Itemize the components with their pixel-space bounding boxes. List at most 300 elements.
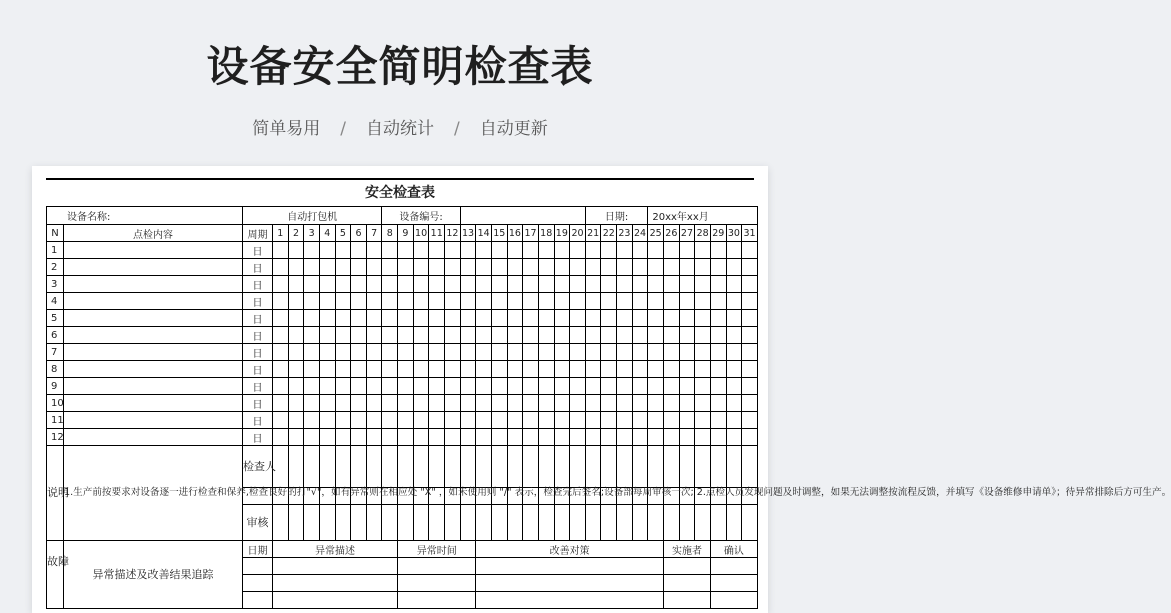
check-mark-cell[interactable] — [460, 327, 476, 344]
check-mark-cell[interactable] — [319, 412, 335, 429]
check-mark-cell[interactable] — [460, 395, 476, 412]
check-mark-cell[interactable] — [632, 293, 648, 310]
check-mark-cell[interactable] — [710, 395, 726, 412]
check-mark-cell[interactable] — [273, 259, 289, 276]
check-mark-cell[interactable] — [335, 361, 351, 378]
check-mark-cell[interactable] — [523, 412, 539, 429]
check-mark-cell[interactable] — [601, 361, 617, 378]
check-mark-cell[interactable] — [304, 327, 320, 344]
check-mark-cell[interactable] — [601, 327, 617, 344]
check-mark-cell[interactable] — [523, 429, 539, 446]
fault-data-cell[interactable] — [273, 592, 398, 609]
check-mark-cell[interactable] — [679, 293, 695, 310]
check-mark-cell[interactable] — [710, 310, 726, 327]
inspector-sign-cell[interactable] — [679, 446, 695, 488]
reviewer-sign-cell[interactable] — [538, 505, 554, 541]
check-mark-cell[interactable] — [382, 395, 398, 412]
check-mark-cell[interactable] — [460, 344, 476, 361]
reviewer-sign-cell[interactable] — [664, 505, 680, 541]
reviewer-sign-cell[interactable] — [398, 505, 414, 541]
check-mark-cell[interactable] — [648, 378, 664, 395]
reviewer-sign-cell[interactable] — [319, 505, 335, 541]
check-mark-cell[interactable] — [351, 395, 367, 412]
check-mark-cell[interactable] — [491, 276, 507, 293]
reviewer-sign-cell[interactable] — [382, 505, 398, 541]
check-mark-cell[interactable] — [632, 242, 648, 259]
check-mark-cell[interactable] — [585, 242, 601, 259]
check-mark-cell[interactable] — [742, 361, 758, 378]
check-mark-cell[interactable] — [335, 412, 351, 429]
check-mark-cell[interactable] — [726, 395, 742, 412]
check-mark-cell[interactable] — [366, 361, 382, 378]
check-mark-cell[interactable] — [648, 310, 664, 327]
check-mark-cell[interactable] — [538, 429, 554, 446]
check-mark-cell[interactable] — [445, 395, 461, 412]
inspector-sign-cell[interactable] — [288, 446, 304, 488]
check-mark-cell[interactable] — [507, 259, 523, 276]
fault-date-cell[interactable] — [243, 575, 273, 592]
check-mark-cell[interactable] — [679, 276, 695, 293]
inspector-sign-cell[interactable] — [304, 446, 320, 488]
check-mark-cell[interactable] — [507, 242, 523, 259]
check-mark-cell[interactable] — [491, 429, 507, 446]
fault-data-cell[interactable] — [476, 558, 664, 575]
check-mark-cell[interactable] — [710, 259, 726, 276]
check-mark-cell[interactable] — [648, 293, 664, 310]
check-mark-cell[interactable] — [460, 378, 476, 395]
check-mark-cell[interactable] — [288, 378, 304, 395]
check-mark-cell[interactable] — [726, 412, 742, 429]
check-item-cell[interactable] — [64, 242, 243, 259]
check-mark-cell[interactable] — [523, 327, 539, 344]
check-mark-cell[interactable] — [398, 429, 414, 446]
inspector-sign-cell[interactable] — [726, 446, 742, 488]
check-mark-cell[interactable] — [351, 429, 367, 446]
check-mark-cell[interactable] — [366, 412, 382, 429]
check-mark-cell[interactable] — [679, 259, 695, 276]
check-mark-cell[interactable] — [273, 276, 289, 293]
check-mark-cell[interactable] — [445, 429, 461, 446]
check-mark-cell[interactable] — [664, 412, 680, 429]
check-mark-cell[interactable] — [726, 293, 742, 310]
check-mark-cell[interactable] — [679, 395, 695, 412]
check-mark-cell[interactable] — [695, 429, 711, 446]
check-mark-cell[interactable] — [366, 395, 382, 412]
check-mark-cell[interactable] — [366, 429, 382, 446]
check-mark-cell[interactable] — [617, 344, 633, 361]
check-mark-cell[interactable] — [570, 276, 586, 293]
check-mark-cell[interactable] — [476, 395, 492, 412]
check-mark-cell[interactable] — [445, 361, 461, 378]
check-mark-cell[interactable] — [585, 310, 601, 327]
check-mark-cell[interactable] — [554, 378, 570, 395]
reviewer-sign-cell[interactable] — [585, 505, 601, 541]
check-mark-cell[interactable] — [632, 259, 648, 276]
inspector-sign-cell[interactable] — [413, 446, 429, 488]
check-mark-cell[interactable] — [351, 327, 367, 344]
reviewer-sign-cell[interactable] — [679, 505, 695, 541]
check-mark-cell[interactable] — [491, 395, 507, 412]
check-mark-cell[interactable] — [491, 378, 507, 395]
check-mark-cell[interactable] — [507, 293, 523, 310]
check-mark-cell[interactable] — [351, 361, 367, 378]
check-mark-cell[interactable] — [710, 242, 726, 259]
check-mark-cell[interactable] — [523, 378, 539, 395]
check-mark-cell[interactable] — [398, 395, 414, 412]
check-mark-cell[interactable] — [429, 242, 445, 259]
inspector-sign-cell[interactable] — [585, 446, 601, 488]
check-mark-cell[interactable] — [382, 310, 398, 327]
check-mark-cell[interactable] — [554, 310, 570, 327]
fault-data-cell[interactable] — [710, 558, 757, 575]
check-mark-cell[interactable] — [335, 378, 351, 395]
fault-data-cell[interactable] — [710, 592, 757, 609]
check-mark-cell[interactable] — [382, 344, 398, 361]
check-mark-cell[interactable] — [742, 344, 758, 361]
reviewer-sign-cell[interactable] — [273, 505, 289, 541]
check-mark-cell[interactable] — [554, 293, 570, 310]
fault-data-cell[interactable] — [476, 592, 664, 609]
check-mark-cell[interactable] — [413, 259, 429, 276]
check-mark-cell[interactable] — [726, 327, 742, 344]
reviewer-sign-cell[interactable] — [710, 505, 726, 541]
check-mark-cell[interactable] — [695, 242, 711, 259]
inspector-sign-cell[interactable] — [601, 446, 617, 488]
check-mark-cell[interactable] — [570, 378, 586, 395]
check-mark-cell[interactable] — [742, 412, 758, 429]
check-mark-cell[interactable] — [679, 361, 695, 378]
check-mark-cell[interactable] — [335, 327, 351, 344]
check-mark-cell[interactable] — [538, 361, 554, 378]
check-mark-cell[interactable] — [273, 429, 289, 446]
check-mark-cell[interactable] — [632, 361, 648, 378]
check-mark-cell[interactable] — [570, 395, 586, 412]
check-mark-cell[interactable] — [585, 361, 601, 378]
check-mark-cell[interactable] — [523, 259, 539, 276]
check-mark-cell[interactable] — [507, 310, 523, 327]
check-mark-cell[interactable] — [695, 327, 711, 344]
check-mark-cell[interactable] — [585, 293, 601, 310]
check-mark-cell[interactable] — [726, 378, 742, 395]
check-mark-cell[interactable] — [507, 412, 523, 429]
fault-data-cell[interactable] — [664, 592, 711, 609]
check-mark-cell[interactable] — [695, 412, 711, 429]
check-mark-cell[interactable] — [398, 378, 414, 395]
check-mark-cell[interactable] — [710, 378, 726, 395]
check-mark-cell[interactable] — [288, 327, 304, 344]
check-mark-cell[interactable] — [273, 361, 289, 378]
check-mark-cell[interactable] — [413, 412, 429, 429]
check-mark-cell[interactable] — [695, 361, 711, 378]
fault-data-cell[interactable] — [398, 558, 476, 575]
inspector-sign-cell[interactable] — [617, 446, 633, 488]
check-mark-cell[interactable] — [695, 259, 711, 276]
check-mark-cell[interactable] — [523, 361, 539, 378]
check-mark-cell[interactable] — [304, 395, 320, 412]
check-mark-cell[interactable] — [445, 242, 461, 259]
check-mark-cell[interactable] — [476, 242, 492, 259]
check-mark-cell[interactable] — [742, 293, 758, 310]
check-mark-cell[interactable] — [632, 378, 648, 395]
inspector-sign-cell[interactable] — [335, 446, 351, 488]
check-mark-cell[interactable] — [491, 310, 507, 327]
inspector-sign-cell[interactable] — [648, 446, 664, 488]
check-mark-cell[interactable] — [570, 310, 586, 327]
check-mark-cell[interactable] — [617, 412, 633, 429]
check-mark-cell[interactable] — [382, 378, 398, 395]
check-mark-cell[interactable] — [617, 327, 633, 344]
check-mark-cell[interactable] — [695, 276, 711, 293]
check-mark-cell[interactable] — [648, 395, 664, 412]
check-mark-cell[interactable] — [366, 310, 382, 327]
inspector-sign-cell[interactable] — [429, 446, 445, 488]
check-mark-cell[interactable] — [554, 276, 570, 293]
check-mark-cell[interactable] — [413, 242, 429, 259]
check-mark-cell[interactable] — [632, 412, 648, 429]
check-mark-cell[interactable] — [648, 259, 664, 276]
check-mark-cell[interactable] — [288, 361, 304, 378]
check-mark-cell[interactable] — [273, 327, 289, 344]
check-mark-cell[interactable] — [429, 378, 445, 395]
check-mark-cell[interactable] — [538, 293, 554, 310]
check-mark-cell[interactable] — [648, 327, 664, 344]
check-mark-cell[interactable] — [679, 327, 695, 344]
check-mark-cell[interactable] — [476, 259, 492, 276]
check-mark-cell[interactable] — [445, 378, 461, 395]
check-mark-cell[interactable] — [601, 378, 617, 395]
fault-date-cell[interactable] — [243, 558, 273, 575]
check-mark-cell[interactable] — [398, 293, 414, 310]
check-mark-cell[interactable] — [523, 310, 539, 327]
check-mark-cell[interactable] — [429, 327, 445, 344]
reviewer-sign-cell[interactable] — [304, 505, 320, 541]
check-mark-cell[interactable] — [726, 310, 742, 327]
check-mark-cell[interactable] — [538, 412, 554, 429]
check-mark-cell[interactable] — [742, 395, 758, 412]
reviewer-sign-cell[interactable] — [570, 505, 586, 541]
check-mark-cell[interactable] — [601, 242, 617, 259]
check-mark-cell[interactable] — [445, 310, 461, 327]
check-mark-cell[interactable] — [429, 361, 445, 378]
check-mark-cell[interactable] — [632, 429, 648, 446]
check-mark-cell[interactable] — [538, 344, 554, 361]
check-mark-cell[interactable] — [726, 361, 742, 378]
check-mark-cell[interactable] — [601, 344, 617, 361]
check-mark-cell[interactable] — [288, 259, 304, 276]
check-mark-cell[interactable] — [710, 327, 726, 344]
check-mark-cell[interactable] — [585, 327, 601, 344]
check-mark-cell[interactable] — [476, 327, 492, 344]
check-mark-cell[interactable] — [304, 412, 320, 429]
check-item-cell[interactable] — [64, 378, 243, 395]
check-mark-cell[interactable] — [554, 259, 570, 276]
reviewer-sign-cell[interactable] — [429, 505, 445, 541]
check-mark-cell[interactable] — [742, 276, 758, 293]
check-mark-cell[interactable] — [710, 276, 726, 293]
check-mark-cell[interactable] — [288, 293, 304, 310]
check-mark-cell[interactable] — [648, 412, 664, 429]
check-item-cell[interactable] — [64, 344, 243, 361]
check-mark-cell[interactable] — [460, 429, 476, 446]
inspector-sign-cell[interactable] — [445, 446, 461, 488]
check-mark-cell[interactable] — [570, 327, 586, 344]
check-mark-cell[interactable] — [726, 259, 742, 276]
reviewer-sign-cell[interactable] — [507, 505, 523, 541]
check-mark-cell[interactable] — [351, 310, 367, 327]
check-mark-cell[interactable] — [273, 412, 289, 429]
check-mark-cell[interactable] — [288, 276, 304, 293]
reviewer-sign-cell[interactable] — [288, 505, 304, 541]
check-mark-cell[interactable] — [648, 429, 664, 446]
check-item-cell[interactable] — [64, 259, 243, 276]
reviewer-sign-cell[interactable] — [351, 505, 367, 541]
check-mark-cell[interactable] — [617, 395, 633, 412]
check-mark-cell[interactable] — [288, 344, 304, 361]
check-mark-cell[interactable] — [710, 361, 726, 378]
check-mark-cell[interactable] — [319, 242, 335, 259]
check-mark-cell[interactable] — [319, 327, 335, 344]
check-mark-cell[interactable] — [273, 344, 289, 361]
check-item-cell[interactable] — [64, 361, 243, 378]
check-mark-cell[interactable] — [382, 293, 398, 310]
check-mark-cell[interactable] — [648, 344, 664, 361]
check-mark-cell[interactable] — [585, 429, 601, 446]
check-mark-cell[interactable] — [601, 395, 617, 412]
check-item-cell[interactable] — [64, 276, 243, 293]
reviewer-sign-cell[interactable] — [601, 505, 617, 541]
reviewer-sign-cell[interactable] — [632, 505, 648, 541]
check-mark-cell[interactable] — [554, 327, 570, 344]
check-mark-cell[interactable] — [507, 361, 523, 378]
check-mark-cell[interactable] — [366, 327, 382, 344]
check-mark-cell[interactable] — [554, 429, 570, 446]
check-mark-cell[interactable] — [523, 344, 539, 361]
check-mark-cell[interactable] — [304, 378, 320, 395]
check-mark-cell[interactable] — [742, 259, 758, 276]
check-mark-cell[interactable] — [491, 327, 507, 344]
check-mark-cell[interactable] — [319, 361, 335, 378]
check-mark-cell[interactable] — [273, 293, 289, 310]
check-mark-cell[interactable] — [319, 310, 335, 327]
reviewer-sign-cell[interactable] — [648, 505, 664, 541]
check-mark-cell[interactable] — [491, 293, 507, 310]
check-mark-cell[interactable] — [538, 310, 554, 327]
check-mark-cell[interactable] — [538, 259, 554, 276]
check-mark-cell[interactable] — [585, 412, 601, 429]
check-mark-cell[interactable] — [601, 276, 617, 293]
check-mark-cell[interactable] — [507, 378, 523, 395]
check-mark-cell[interactable] — [726, 344, 742, 361]
check-mark-cell[interactable] — [304, 259, 320, 276]
check-mark-cell[interactable] — [695, 378, 711, 395]
check-mark-cell[interactable] — [710, 344, 726, 361]
check-mark-cell[interactable] — [726, 276, 742, 293]
check-mark-cell[interactable] — [304, 242, 320, 259]
check-mark-cell[interactable] — [273, 378, 289, 395]
check-mark-cell[interactable] — [695, 344, 711, 361]
check-mark-cell[interactable] — [570, 361, 586, 378]
check-mark-cell[interactable] — [304, 361, 320, 378]
fault-data-cell[interactable] — [398, 575, 476, 592]
check-mark-cell[interactable] — [523, 242, 539, 259]
check-mark-cell[interactable] — [304, 293, 320, 310]
check-mark-cell[interactable] — [429, 429, 445, 446]
reviewer-sign-cell[interactable] — [335, 505, 351, 541]
check-mark-cell[interactable] — [554, 344, 570, 361]
check-mark-cell[interactable] — [398, 259, 414, 276]
check-mark-cell[interactable] — [382, 259, 398, 276]
check-item-cell[interactable] — [64, 412, 243, 429]
fault-data-cell[interactable] — [476, 575, 664, 592]
check-mark-cell[interactable] — [335, 242, 351, 259]
check-mark-cell[interactable] — [601, 259, 617, 276]
check-mark-cell[interactable] — [319, 395, 335, 412]
check-mark-cell[interactable] — [617, 293, 633, 310]
check-mark-cell[interactable] — [335, 395, 351, 412]
check-mark-cell[interactable] — [460, 242, 476, 259]
fault-data-cell[interactable] — [273, 575, 398, 592]
check-mark-cell[interactable] — [523, 276, 539, 293]
reviewer-sign-cell[interactable] — [617, 505, 633, 541]
check-mark-cell[interactable] — [413, 344, 429, 361]
check-mark-cell[interactable] — [476, 429, 492, 446]
check-mark-cell[interactable] — [366, 276, 382, 293]
check-mark-cell[interactable] — [476, 412, 492, 429]
check-mark-cell[interactable] — [664, 259, 680, 276]
check-mark-cell[interactable] — [366, 378, 382, 395]
check-mark-cell[interactable] — [335, 429, 351, 446]
check-mark-cell[interactable] — [460, 361, 476, 378]
check-mark-cell[interactable] — [664, 276, 680, 293]
check-mark-cell[interactable] — [601, 412, 617, 429]
check-mark-cell[interactable] — [570, 429, 586, 446]
inspector-sign-cell[interactable] — [632, 446, 648, 488]
check-mark-cell[interactable] — [570, 293, 586, 310]
check-mark-cell[interactable] — [554, 395, 570, 412]
check-mark-cell[interactable] — [351, 242, 367, 259]
check-mark-cell[interactable] — [538, 395, 554, 412]
check-mark-cell[interactable] — [476, 378, 492, 395]
fault-data-cell[interactable] — [398, 592, 476, 609]
inspector-sign-cell[interactable] — [507, 446, 523, 488]
check-mark-cell[interactable] — [413, 429, 429, 446]
reviewer-sign-cell[interactable] — [366, 505, 382, 541]
check-mark-cell[interactable] — [585, 276, 601, 293]
check-mark-cell[interactable] — [429, 344, 445, 361]
check-mark-cell[interactable] — [679, 242, 695, 259]
check-mark-cell[interactable] — [398, 242, 414, 259]
inspector-sign-cell[interactable] — [351, 446, 367, 488]
inspector-sign-cell[interactable] — [554, 446, 570, 488]
check-mark-cell[interactable] — [695, 310, 711, 327]
check-mark-cell[interactable] — [382, 429, 398, 446]
check-mark-cell[interactable] — [710, 429, 726, 446]
check-mark-cell[interactable] — [523, 293, 539, 310]
inspector-sign-cell[interactable] — [476, 446, 492, 488]
reviewer-sign-cell[interactable] — [460, 505, 476, 541]
check-mark-cell[interactable] — [632, 276, 648, 293]
check-mark-cell[interactable] — [679, 378, 695, 395]
check-mark-cell[interactable] — [491, 412, 507, 429]
check-mark-cell[interactable] — [429, 293, 445, 310]
check-mark-cell[interactable] — [585, 259, 601, 276]
reviewer-sign-cell[interactable] — [413, 505, 429, 541]
check-mark-cell[interactable] — [413, 327, 429, 344]
check-mark-cell[interactable] — [742, 327, 758, 344]
check-mark-cell[interactable] — [366, 242, 382, 259]
check-mark-cell[interactable] — [664, 378, 680, 395]
check-mark-cell[interactable] — [413, 361, 429, 378]
